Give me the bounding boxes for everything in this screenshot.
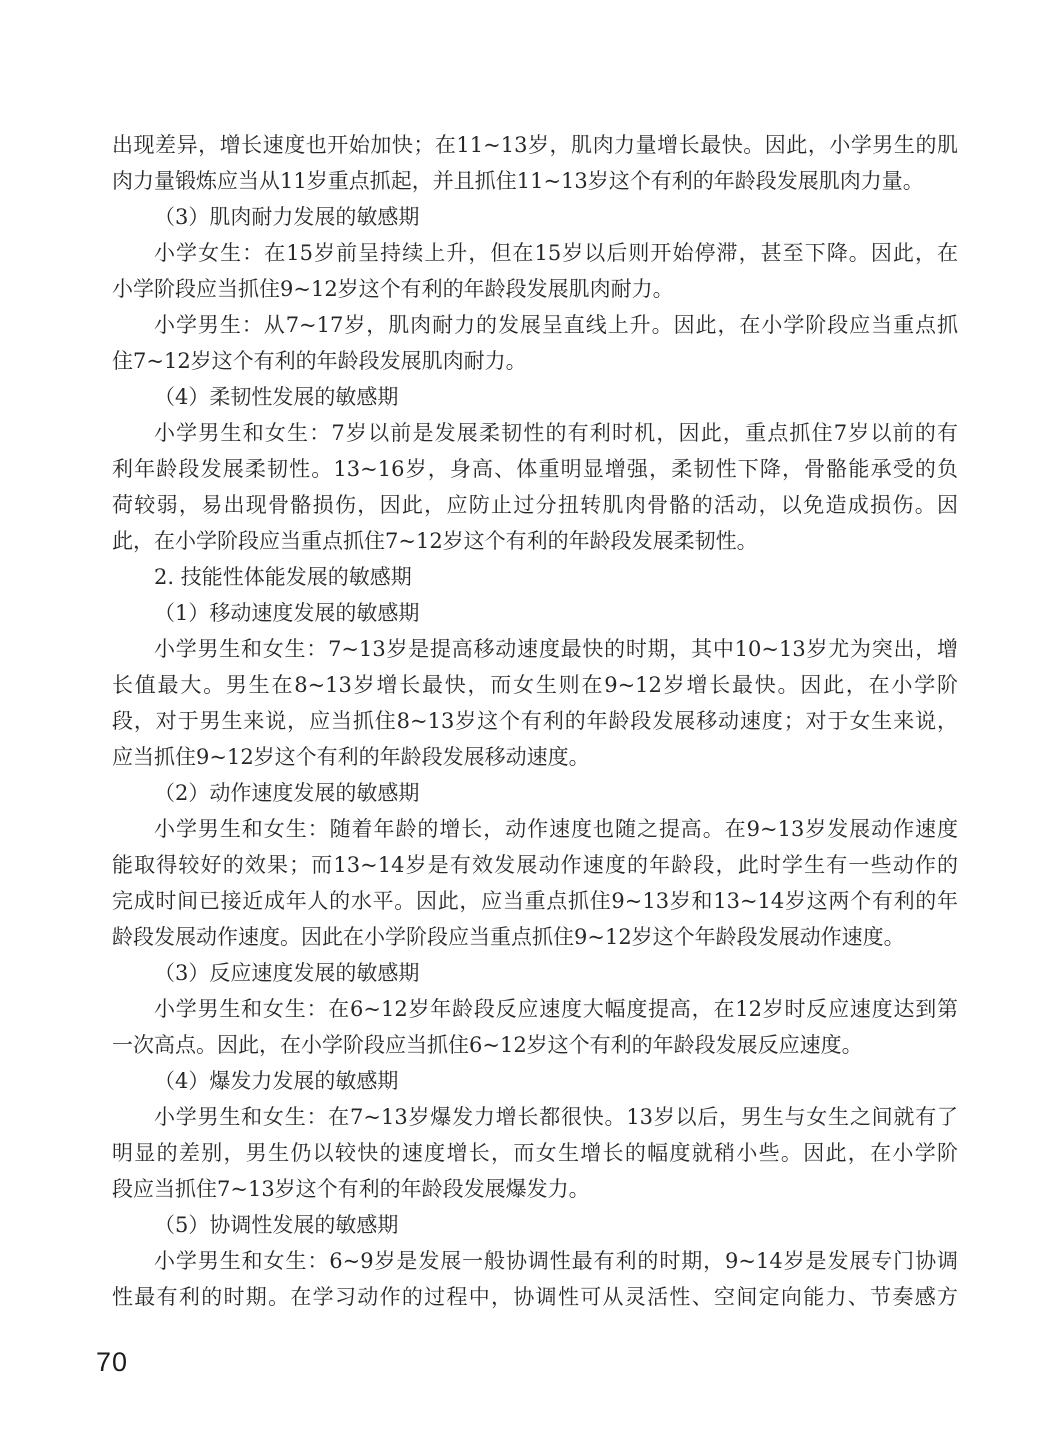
text-line: 此，在小学阶段应当重点抓住7~12岁这个有利的年龄段发展柔韧性。 [112, 529, 758, 553]
text-line: 小学男生和女生：在7~13岁爆发力增长都很快。13岁以后，男生与女生之间就有了 [154, 1105, 958, 1129]
text-line: 长值最大。男生在8~13岁增长最快，而女生则在9~12岁增长最快。因此，在小学阶 [112, 673, 958, 697]
text-line: （4）柔韧性发展的敏感期 [154, 385, 399, 409]
text-line: 明显的差别，男生仍以较快的速度增长，而女生增长的幅度就稍小些。因此，在小学阶 [112, 1141, 958, 1165]
text-line: 段，对于男生来说，应当抓住8~13岁这个有利的年龄段发展移动速度；对于女生来说， [112, 709, 958, 733]
text-line: 小学男生和女生：7岁以前是发展柔韧性的有利时机，因此，重点抓住7岁以前的有 [154, 421, 958, 445]
text-line: 小学阶段应当抓住9~12岁这个有利的年龄段发展肌肉耐力。 [112, 277, 674, 301]
text-line: （3）反应速度发展的敏感期 [154, 961, 420, 985]
text-line: 2. 技能性体能发展的敏感期 [154, 565, 412, 589]
text-line: 龄段发展动作速度。因此在小学阶段应当重点抓住9~12岁这个年龄段发展动作速度。 [112, 925, 905, 949]
text-line: 小学男生：从7~17岁，肌肉耐力的发展呈直线上升。因此，在小学阶段应当重点抓 [154, 313, 958, 337]
text-line: 利年龄段发展柔韧性。13~16岁，身高、体重明显增强，柔韧性下降，骨骼能承受的负 [112, 457, 958, 481]
text-line: 小学男生和女生：在6~12岁年龄段反应速度大幅度提高，在12岁时反应速度达到第 [154, 997, 958, 1021]
text-line: 小学男生和女生：7~13岁是提高移动速度最快的时期，其中10~13岁尤为突出，增 [154, 637, 958, 661]
text-line: 荷较弱，易出现骨骼损伤，因此，应防止过分扭转肌肉骨骼的活动，以免造成损伤。因 [112, 493, 958, 517]
text-line: （2）动作速度发展的敏感期 [154, 781, 420, 805]
text-line: 应当抓住9~12岁这个有利的年龄段发展移动速度。 [112, 745, 590, 769]
text-line: （4）爆发力发展的敏感期 [154, 1069, 399, 1093]
text-line: 出现差异，增长速度也开始加快；在11~13岁，肌肉力量增长最快。因此，小学男生的肌 [112, 133, 958, 157]
text-line: 段应当抓住7~13岁这个有利的年龄段发展爆发力。 [112, 1177, 590, 1201]
text-line: 肉力量锻炼应当从11岁重点抓起，并且抓住11~13岁这个有利的年龄段发展肌肉力量。 [112, 169, 924, 193]
text-line: 一次高点。因此，在小学阶段应当抓住6~12岁这个有利的年龄段发展反应速度。 [112, 1033, 863, 1057]
text-column [112, 127, 958, 1315]
text-line: 完成时间已接近成年人的水平。因此，应当重点抓住9~13岁和13~14岁这两个有利的年 [112, 889, 958, 913]
text-line: 小学女生：在15岁前呈持续上升，但在15岁以后则开始停滞，甚至下降。因此，在 [154, 241, 958, 265]
text-line: 住7~12岁这个有利的年龄段发展肌肉耐力。 [112, 349, 527, 373]
text-line: 能取得较好的效果；而13~14岁是有效发展动作速度的年龄段，此时学生有一些动作的 [112, 853, 958, 877]
text-line: （1）移动速度发展的敏感期 [154, 601, 420, 625]
text-line: （5）协调性发展的敏感期 [154, 1213, 399, 1237]
text-line: 性最有利的时期。在学习动作的过程中，协调性可从灵活性、空间定向能力、节奏感方 [112, 1285, 958, 1309]
text-line: 小学男生和女生：随着年龄的增长，动作速度也随之提高。在9~13岁发展动作速度 [154, 817, 958, 841]
page-number: 70 [96, 1347, 129, 1377]
text-line: （3）肌肉耐力发展的敏感期 [154, 205, 420, 229]
text-line: 小学男生和女生：6~9岁是发展一般协调性最有利的时期，9~14岁是发展专门协调 [154, 1249, 958, 1273]
